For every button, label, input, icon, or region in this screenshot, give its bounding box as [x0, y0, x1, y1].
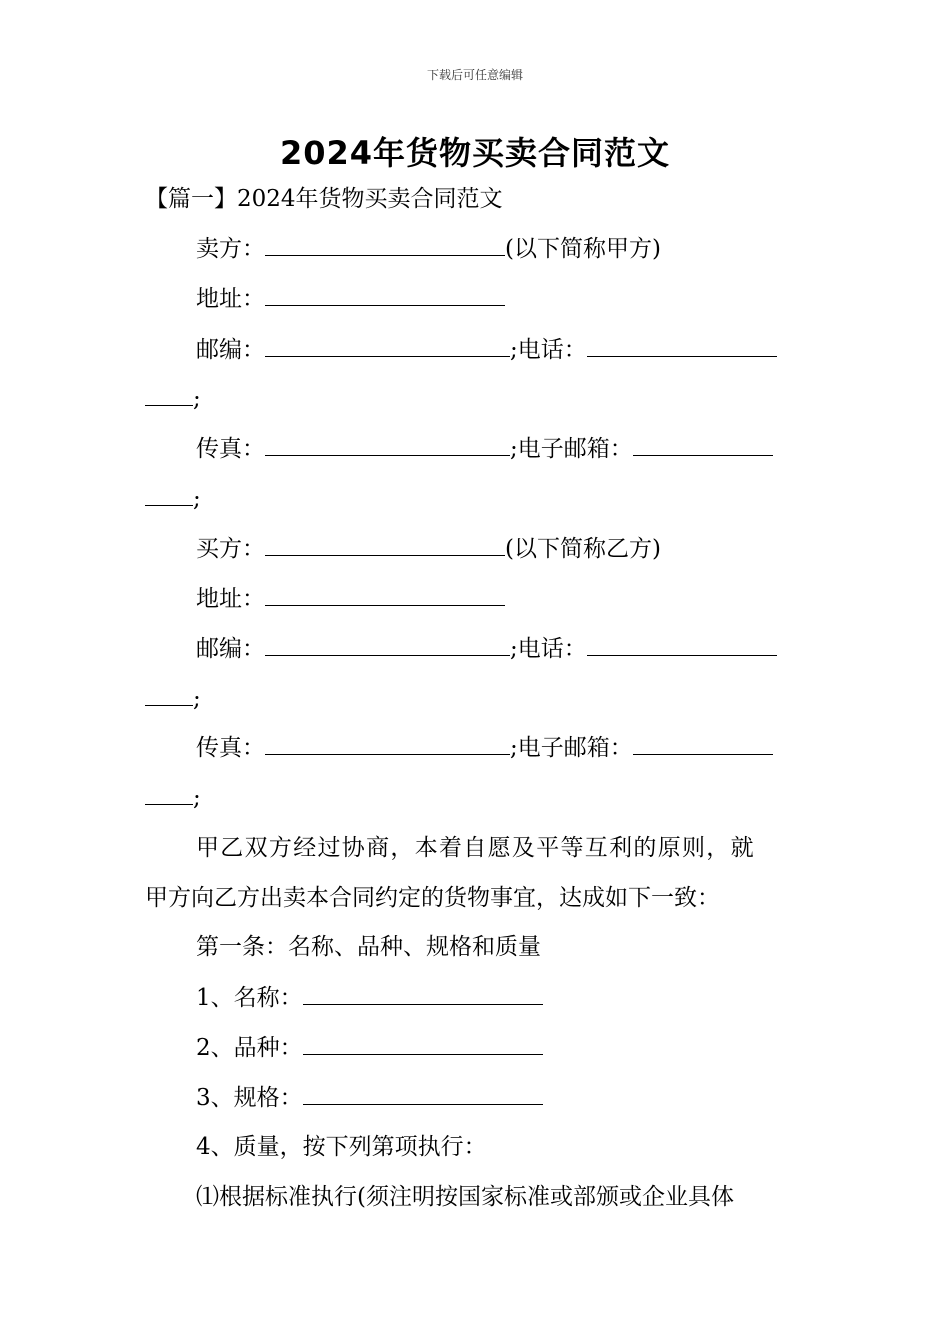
item-name-blank — [303, 984, 543, 1005]
buyer-postcode-line — [196, 634, 777, 664]
semicolon: ; — [193, 486, 201, 512]
seller-email-continuation — [145, 484, 201, 514]
seller-postcode-label: 邮编： — [196, 337, 265, 363]
seller-address-blank — [265, 285, 505, 306]
section-heading: 【篇一】2024年货物买卖合同范文 — [145, 186, 503, 212]
seller-phone-continuation — [145, 384, 201, 414]
item-variety-label: 2、品种： — [196, 1035, 303, 1061]
buyer-email-blank-cont — [145, 784, 193, 805]
seller-address-line — [196, 284, 505, 314]
buyer-email-blank — [633, 734, 773, 755]
intro-paragraph-line-2: 甲方向乙方出卖本合同约定的货物事宜，达成如下一致： — [145, 885, 720, 911]
seller-suffix: (以下简称甲方) — [505, 236, 661, 262]
buyer-phone-label: ;电话： — [510, 636, 587, 662]
semicolon: ; — [193, 386, 201, 412]
buyer-fax-blank — [265, 734, 510, 755]
document-title: 2024年货物买卖合同范文 — [279, 134, 671, 172]
buyer-label: 买方： — [196, 536, 265, 562]
article-1-heading: 第一条：名称、品种、规格和质量 — [196, 934, 541, 960]
seller-email-label: ;电子邮箱： — [510, 436, 633, 462]
seller-phone-label: ;电话： — [510, 337, 587, 363]
item-quality-line: 4、质量，按下列第项执行： — [196, 1134, 487, 1160]
buyer-address-line — [196, 584, 505, 614]
semicolon: ; — [193, 686, 201, 712]
buyer-line — [196, 534, 661, 564]
buyer-name-blank — [265, 535, 505, 556]
item-variety-line — [196, 1033, 543, 1063]
item-name-label: 1、名称： — [196, 985, 303, 1011]
item-spec-blank — [303, 1084, 543, 1105]
buyer-fax-label: 传真： — [196, 735, 265, 761]
buyer-postcode-label: 邮编： — [196, 636, 265, 662]
buyer-fax-line — [196, 733, 773, 763]
seller-postcode-line — [196, 335, 777, 365]
seller-phone-blank-cont — [145, 385, 193, 406]
semicolon: ; — [193, 785, 201, 811]
seller-fax-blank — [265, 435, 510, 456]
buyer-email-label: ;电子邮箱： — [510, 735, 633, 761]
buyer-phone-blank — [587, 635, 777, 656]
item-variety-blank — [303, 1034, 543, 1055]
item-quality-sub-1: ⑴根据标准执行(须注明按国家标准或部颁或企业具体 — [196, 1184, 734, 1210]
seller-label: 卖方： — [196, 236, 265, 262]
seller-postcode-blank — [265, 336, 510, 357]
seller-phone-blank — [587, 336, 777, 357]
seller-fax-line — [196, 434, 773, 464]
buyer-phone-continuation — [145, 684, 201, 714]
buyer-phone-blank-cont — [145, 685, 193, 706]
seller-email-blank — [633, 435, 773, 456]
item-name-line — [196, 983, 543, 1013]
item-spec-line — [196, 1083, 543, 1113]
item-spec-label: 3、规格： — [196, 1085, 303, 1111]
buyer-email-continuation — [145, 783, 201, 813]
page-header: 下载后可任意编辑 — [426, 68, 523, 82]
seller-fax-label: 传真： — [196, 436, 265, 462]
buyer-postcode-blank — [265, 635, 510, 656]
seller-email-blank-cont — [145, 485, 193, 506]
seller-name-blank — [265, 235, 505, 256]
intro-paragraph-line-1: 甲乙双方经过协商，本着自愿及平等互利的原则，就 — [196, 835, 755, 861]
seller-address-label: 地址： — [196, 286, 265, 312]
buyer-address-label: 地址： — [196, 586, 265, 612]
seller-line — [196, 234, 661, 264]
buyer-address-blank — [265, 585, 505, 606]
buyer-suffix: (以下简称乙方) — [505, 536, 661, 562]
